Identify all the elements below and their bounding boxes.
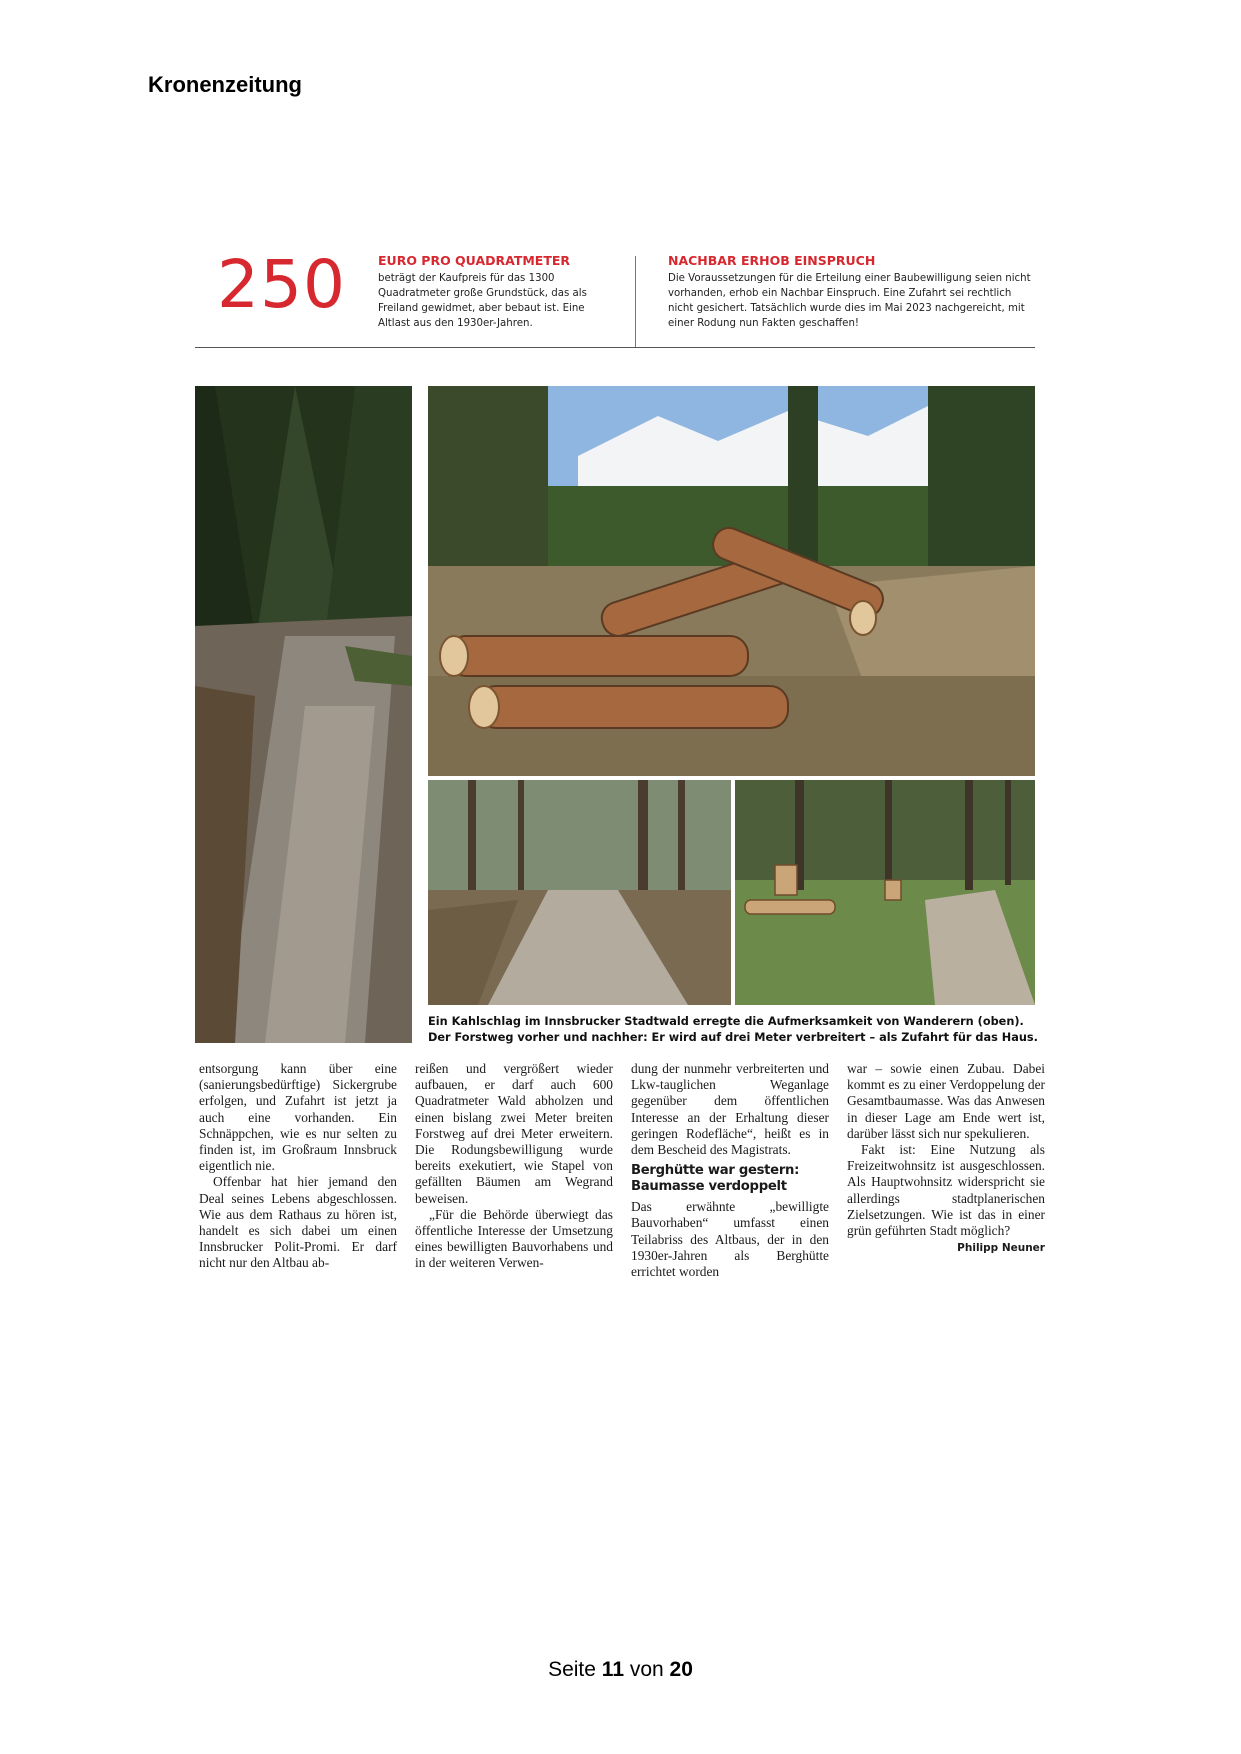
col4-paragraph-1: war – sowie einen Zubau. Dabei kommt es zu einer Verdoppelung der Gesamtbaumasse. Was das Anwesen in dieser Lage am Ende wert ist, darüber lässt sich nur spekulieren.: [847, 1061, 1045, 1141]
col3-paragraph-2: Das erwähnte „bewilligte Bauvorhaben“ umfasst einen Teilabriss des Altbaus, der in den 1930er-Jahren als Berghütte errichtet worden: [631, 1199, 829, 1280]
article-column-3: [631, 1061, 829, 1280]
author-byline: Philipp Neuner: [957, 1242, 1045, 1255]
footer-prefix: Seite: [548, 1658, 596, 1681]
caption-line-1: Ein Kahlschlag im Innsbrucker Stadtwald erregte die Aufmerksamkeit von Wanderern (oben).: [428, 1015, 1024, 1028]
caption-line-2: Der Forstweg vorher und nachher: Er wird auf drei Meter verbreitert – als Zufahrt für das Haus.: [428, 1031, 1038, 1044]
col3-paragraph-1: dung der nunmehr verbreiterten und Lkw-tauglichen Weganlage gegenüber dem öffentlichen Interesse an der Erhaltung dieser geringen Rodefläche“, heißt es in dem Bescheid des Magistrats.: [631, 1061, 829, 1158]
col2-paragraph-2: „Für die Behörde überwiegt das öffentliche Interesse der Umsetzung eines bewilligten Bauvorhabens und in der weiteren Verwen-: [415, 1206, 613, 1271]
article-column-4: [847, 1061, 1045, 1256]
photo-caption: [428, 1014, 1038, 1046]
article-subheading: Berghütte war gestern: Baumasse verdoppelt: [631, 1163, 800, 1195]
fact-divider: [635, 256, 636, 348]
fact-heading-objection: NACHBAR ERHOB EINSPRUCH: [668, 253, 876, 268]
forest-path-before-photo: [195, 386, 412, 1043]
col1-paragraph-2: Offenbar hat hier jemand den Deal seines Lebens abgeschlossen. Wie aus dem Rathaus zu hören ist, handelt es sich dabei um einen Innsbrucker Polit-Promi. Er darf nicht nur den Altbau ab-: [199, 1174, 397, 1271]
col4-paragraph-2-text: Fakt ist: Eine Nutzung als Freizeitwohnsitz ist ausgeschlossen. Als Hauptwohnsitz widerspricht sie allerdings stadtplanerischen Zielsetzungen. Wie ist das in einer grün geführten Stadt möglich?: [847, 1142, 1045, 1239]
forest-road-after-photo: [735, 780, 1035, 1005]
col4-paragraph-2: [847, 1142, 1045, 1255]
forest-road-before-photo: [428, 780, 731, 1005]
col2-paragraph-1: reißen und vergrößert wieder aufbauen, er darf auch 600 Quadratmeter Wald abholzen und einen bislang zwei Meter breiten Forstweg auf drei Meter erweitern. Die Rodungsbewilligung wurde bereits exekutiert, wie Stapel von gefällten Bäumen am Wegrand beweisen.: [415, 1061, 613, 1206]
fact-text-objection: Die Voraussetzungen für die Erteilung einer Baubewilligung seien nicht vorhanden, erhob ein Nachbar Einspruch. Eine Zufahrt sei rechtlich nicht gesichert. Tatsächlich wurde dies im Mai 2023 nachgereicht, mit einer Rodung nun Fakten geschaffen!: [668, 273, 1031, 329]
article-column-2: [415, 1061, 613, 1272]
publication-title: Kronenzeitung: [148, 72, 302, 97]
total-pages: 20: [669, 1658, 693, 1681]
price-figure: 250: [217, 246, 346, 323]
fact-text-price: beträgt der Kaufpreis für das 1300 Quadratmeter große Grundstück, das als Freiland gewidmet, aber bebaut ist. Eine Altlast aus den 1930er-Jahren.: [378, 273, 587, 329]
col1-paragraph-1: entsorgung kann über eine (sanierungsbedürftige) Sickergrube erfolgen, und Zufahrt ist jetzt ja auch eine vorhanden. Ein Schnäppchen, wie es nur selten zu finden ist, im Großraum Innsbruck eigentlich nie.: [199, 1061, 397, 1174]
article-column-1: [199, 1061, 397, 1272]
factbox: [195, 246, 1035, 350]
page-footer: [0, 1658, 1241, 1682]
footer-middle: von: [629, 1658, 664, 1681]
felled-logs-photo: [428, 386, 1035, 776]
fact-block-price: [378, 253, 608, 331]
fact-rule: [195, 347, 1035, 348]
fact-heading-price: EURO PRO QUADRATMETER: [378, 253, 571, 268]
current-page: 11: [601, 1658, 624, 1681]
fact-block-objection: [668, 253, 1038, 331]
